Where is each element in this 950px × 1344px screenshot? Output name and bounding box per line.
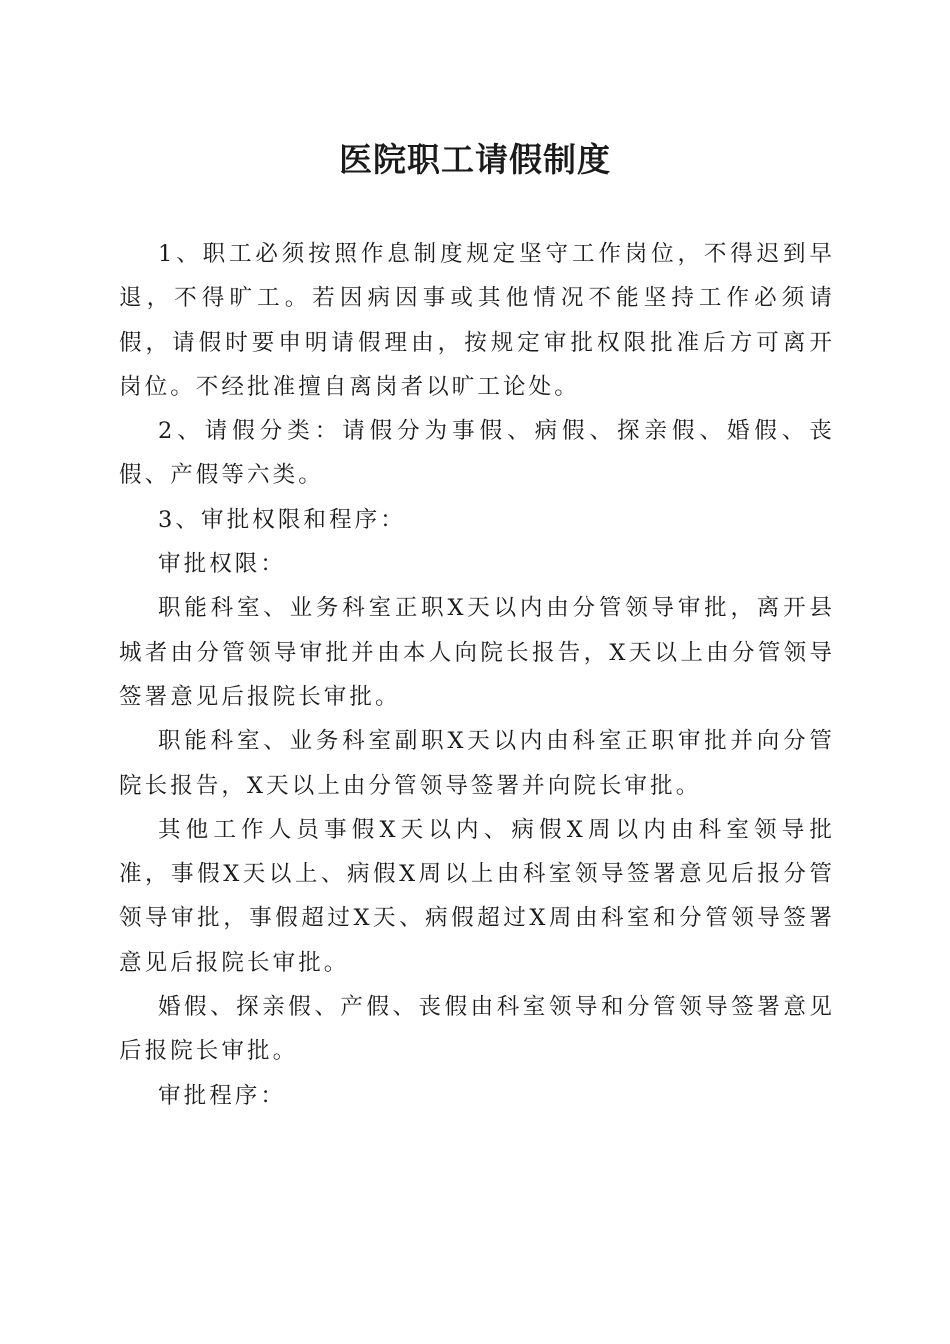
paragraph-deputy-head-rule: 职能科室、业务科室副职X天以内由科室正职审批并向分管院长报告，X天以上由分管领导签署并向院长审批。 xyxy=(119,728,835,799)
paragraph-approval-procedure-label: 审批程序： xyxy=(158,1082,287,1109)
paragraph-approval-heading: 3、审批权限和程序： xyxy=(158,506,406,533)
paragraph-special-leave-rule: 婚假、探亲假、产假、丧假由科室领导和分管领导签署意见后报院长审批。 xyxy=(119,994,835,1065)
document-body xyxy=(119,232,835,1118)
paragraph-attendance-rule: 1、职工必须按照作息制度规定坚守工作岗位，不得迟到早退，不得旷工。若因病因事或其他情况不能坚持工作必须请假，请假时要申明请假理由，按规定审批权限批准后方可离开岗位。不经批准擅自离岗者以旷工论处。 xyxy=(119,241,835,400)
paragraph-leave-categories: 2、请假分类：请假分为事假、病假、探亲假、婚假、丧假、产假等六类。 xyxy=(119,418,835,489)
paragraph-approval-authority-label: 审批权限： xyxy=(158,551,287,578)
document-title: 医院职工请假制度 xyxy=(339,140,611,179)
paragraph-department-head-rule: 职能科室、业务科室正职X天以内由分管领导审批，离开县城者由分管领导审批并由本人向院长报告，X天以上由分管领导签署意见后报院长审批。 xyxy=(119,595,835,710)
paragraph-other-staff-rule: 其他工作人员事假X天以内、病假X周以内由科室领导批准，事假X天以上、病假X周以上由科室领导签署意见后报分管领导审批，事假超过X天、病假超过X周由科室和分管领导签署意见后报院长审批。 xyxy=(119,816,835,976)
